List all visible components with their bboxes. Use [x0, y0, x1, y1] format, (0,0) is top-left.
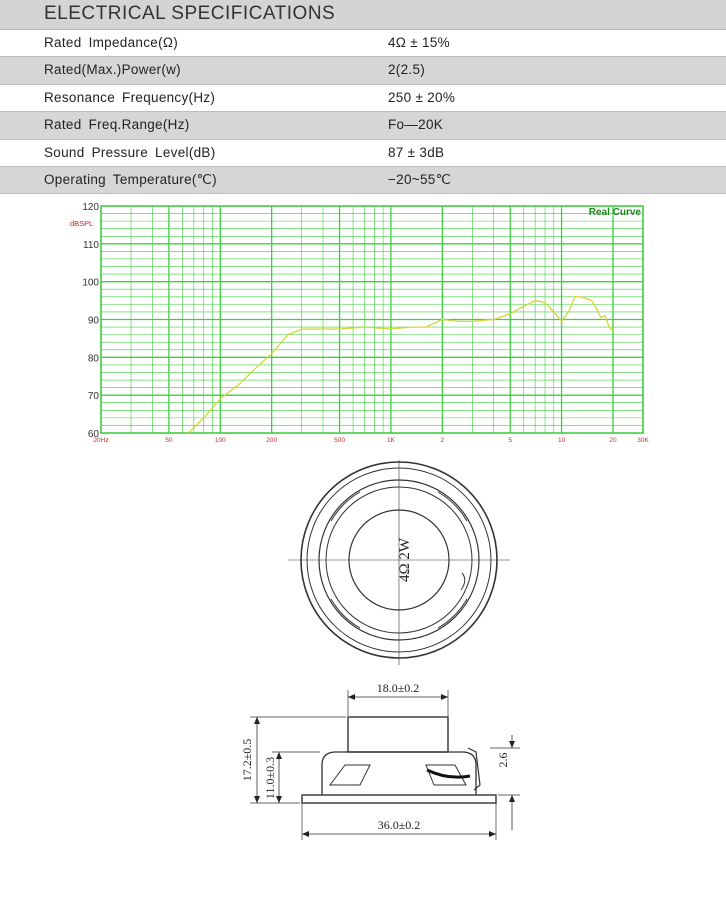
side-terminal-tab: [468, 748, 480, 790]
dim-arrow: [302, 831, 309, 837]
chart-title: Real Curve: [588, 207, 641, 218]
spec-value: 87 ± 3dB: [388, 144, 445, 160]
spec-name: Operating Temperature(℃): [44, 171, 217, 187]
dim-arrow: [441, 694, 448, 700]
dim-arrow: [254, 717, 260, 724]
front-slot: [331, 492, 360, 521]
side-window-left: [330, 765, 370, 785]
x-tick-label: 100: [214, 437, 226, 444]
y-tick-label: 110: [83, 239, 99, 251]
spec-name: Rated Freq.Range(Hz): [44, 117, 190, 133]
x-tick-label: 30K: [637, 437, 649, 444]
spec-value: 250 ± 20%: [388, 89, 456, 105]
spec-name: Resonance Frequency(Hz): [44, 89, 216, 105]
x-tick-label: 20Hz: [93, 437, 109, 444]
y-tick-label: 80: [87, 353, 99, 365]
side-lead-wire: [427, 770, 470, 777]
chart-y-axis-label: dBSPL: [70, 219, 94, 228]
spec-name: Rated Impedance(Ω): [44, 35, 179, 50]
front-slot: [331, 599, 360, 628]
y-tick-label: 120: [82, 202, 99, 213]
x-tick-label: 500: [334, 437, 345, 444]
x-tick-label: 5: [508, 437, 513, 444]
dim-arrow: [509, 795, 515, 802]
dim-flange-height: 2.6: [496, 752, 510, 768]
x-tick-label: 50: [165, 437, 173, 444]
dim-arrow: [254, 796, 260, 803]
x-tick-label: 2: [440, 437, 445, 444]
x-tick-label: 200: [266, 437, 278, 444]
y-tick-label: 60: [87, 429, 99, 440]
dim-arrow: [348, 694, 355, 700]
dim-arrow: [489, 831, 496, 837]
side-magnet: [348, 717, 448, 752]
front-terminal: [461, 573, 465, 590]
y-tick-label: 70: [87, 391, 99, 403]
x-tick-label: 20: [609, 437, 617, 444]
spec-header-title: ELECTRICAL SPECIFICATIONS: [44, 3, 336, 24]
spec-name: Sound Pressure Level(dB): [44, 144, 216, 160]
spec-value: Fo—20K: [388, 117, 444, 133]
spec-value: 2(2.5): [388, 62, 426, 78]
front-slot: [438, 599, 467, 628]
spec-name: Rated(Max.)Power(w): [44, 62, 181, 78]
dim-top-width: 18.0±0.2: [376, 681, 420, 695]
front-label: 4Ω 2W: [397, 537, 413, 583]
spec-value: −20~55℃: [388, 171, 452, 187]
y-tick-label: 100: [82, 277, 99, 289]
dim-arrow: [509, 741, 515, 748]
spec-value: 4Ω ± 15%: [388, 35, 450, 50]
dim-body-height: 11.0±0.3: [263, 756, 277, 800]
x-tick-label: 10: [557, 437, 566, 444]
side-basket: [322, 752, 476, 795]
y-tick-label: 90: [87, 315, 99, 327]
dim-bottom-width: 36.0±0.2: [377, 818, 421, 832]
dim-total-height: 17.2±0.5: [240, 738, 254, 782]
x-tick-label: 1K: [386, 437, 395, 444]
side-flange: [302, 795, 496, 803]
front-slot: [438, 492, 467, 521]
